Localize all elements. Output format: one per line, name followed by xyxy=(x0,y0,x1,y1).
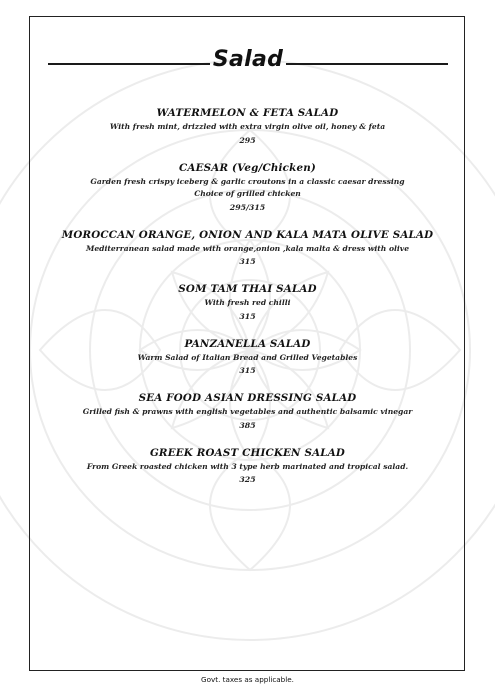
menu-item-name: PANZANELLA SALAD xyxy=(184,337,311,350)
menu-item xyxy=(40,446,455,487)
menu-item-description: Mediterranean salad made with orange,onion ,kala malta & dress with olive xyxy=(85,243,410,253)
salad-menu-list xyxy=(40,106,455,500)
menu-item-price: 295 xyxy=(239,135,256,145)
menu-header xyxy=(0,46,495,80)
menu-item-name: WATERMELON & FETA SALAD xyxy=(156,107,339,119)
menu-item xyxy=(40,106,455,147)
menu-item-price: 295/315 xyxy=(229,202,266,212)
menu-item-description: With fresh mint, drizzled with extra virgin olive oil, honey & feta xyxy=(109,122,386,131)
title-divider-right xyxy=(286,63,448,65)
menu-item xyxy=(40,228,455,269)
menu-item-price: 315 xyxy=(239,257,256,266)
menu-item-description: Warm Salad of Italian Bread and Grilled Vegetables xyxy=(137,352,358,362)
menu-item xyxy=(40,161,455,214)
page-title: Salad xyxy=(212,47,284,72)
menu-item xyxy=(40,282,455,323)
menu-item-price: 315 xyxy=(239,311,256,321)
menu-item-description: With fresh red chilli xyxy=(204,298,291,307)
menu-item-name: MOROCCAN ORANGE, ONION AND KALA MATA OLIVE SALAD xyxy=(61,228,434,241)
tax-footnote: Govt. taxes as applicable. xyxy=(201,675,294,684)
menu-item-description: Garden fresh crispy iceberg & garlic croutons in a classic caesar dressing xyxy=(90,176,405,186)
menu-item-price: 325 xyxy=(239,475,256,484)
menu-item-description: From Greek roasted chicken with 3 type herb marinated and tropical salad. xyxy=(86,461,409,471)
menu-item-description: Grilled fish & prawns with english vegetables and authentic balsamic vinegar xyxy=(82,407,413,416)
menu-item-name: GREEK ROAST CHICKEN SALAD xyxy=(149,446,346,459)
menu-item-name: SEA FOOD ASIAN DRESSING SALAD xyxy=(138,392,357,404)
menu-item-price: 315 xyxy=(239,366,256,375)
menu-item-price: 385 xyxy=(239,420,256,430)
menu-item-description: Choice of grilled chicken xyxy=(194,189,301,198)
menu-item xyxy=(40,391,455,432)
menu-item xyxy=(40,337,455,378)
menu-item-name: CAESAR (Veg/Chicken) xyxy=(179,161,316,174)
menu-item-name: SOM TAM THAI SALAD xyxy=(178,283,317,295)
title-divider-left xyxy=(48,63,210,65)
